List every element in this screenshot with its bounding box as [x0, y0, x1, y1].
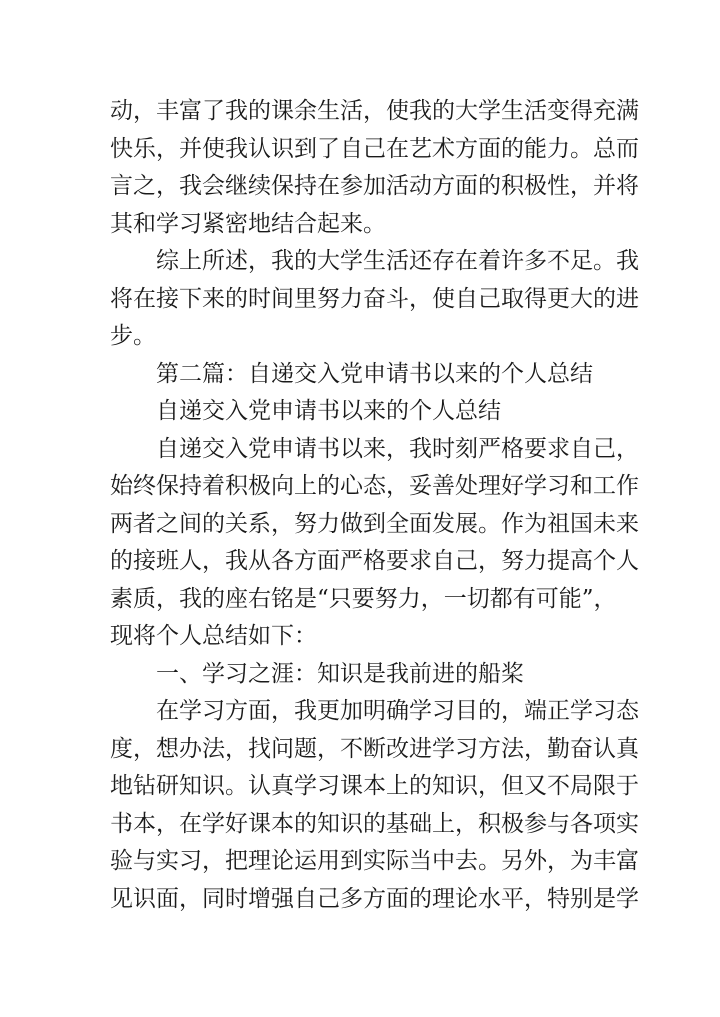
document-title: 自递交入党申请书以来的个人总结: [156, 398, 501, 424]
text-line: 言之，我会继续保持在参加活动方面的积极性，并将: [110, 173, 639, 199]
section-heading: 第二篇：自递交入党申请书以来的个人总结: [156, 361, 593, 387]
text-line: 地钻研知识。认真学习课本上的知识，但又不局限于: [110, 773, 639, 799]
text-line: 见识面，同时增强自己多方面的理论水平，特别是学: [110, 886, 639, 912]
text-line: 始终保持着积极向上的心态，妥善处理好学习和工作: [110, 473, 639, 499]
paragraph-first-line: 自递交入党申请书以来，我时刻严格要求自己，: [156, 436, 639, 462]
text-line: 动，丰富了我的课余生活，使我的大学生活变得充满: [110, 98, 639, 124]
text-line: 度，想办法，找问题，不断改进学习方法，勤奋认真: [110, 736, 639, 762]
text-line: 验与实习，把理论运用到实际当中去。另外，为丰富: [110, 848, 639, 874]
text-line: 将在接下来的时间里努力奋斗，使自己取得更大的进: [110, 286, 639, 312]
paragraph-first-line: 在学习方面，我更加明确学习目的，端正学习态: [156, 698, 639, 724]
paragraph-first-line: 综上所述，我的大学生活还存在着许多不足。我: [156, 248, 639, 274]
text-line: 其和学习紧密地结合起来。: [110, 211, 386, 237]
text-line: 的接班人，我从各方面严格要求自己，努力提高个人: [110, 548, 639, 574]
text-line: 现将个人总结如下：: [110, 623, 317, 649]
text-line: 两者之间的关系，努力做到全面发展。作为祖国未来: [110, 511, 639, 537]
text-line: 步。: [110, 323, 156, 349]
text-line: 素质，我的座右铭是“只要努力，一切都有可能”，: [110, 586, 617, 612]
text-line: 书本，在学好课本的知识的基础上，积极参与各项实: [110, 811, 639, 837]
subsection-heading: 一、学习之涯：知识是我前进的船桨: [156, 661, 524, 687]
text-line: 快乐，并使我认识到了自己在艺术方面的能力。总而: [110, 136, 639, 162]
